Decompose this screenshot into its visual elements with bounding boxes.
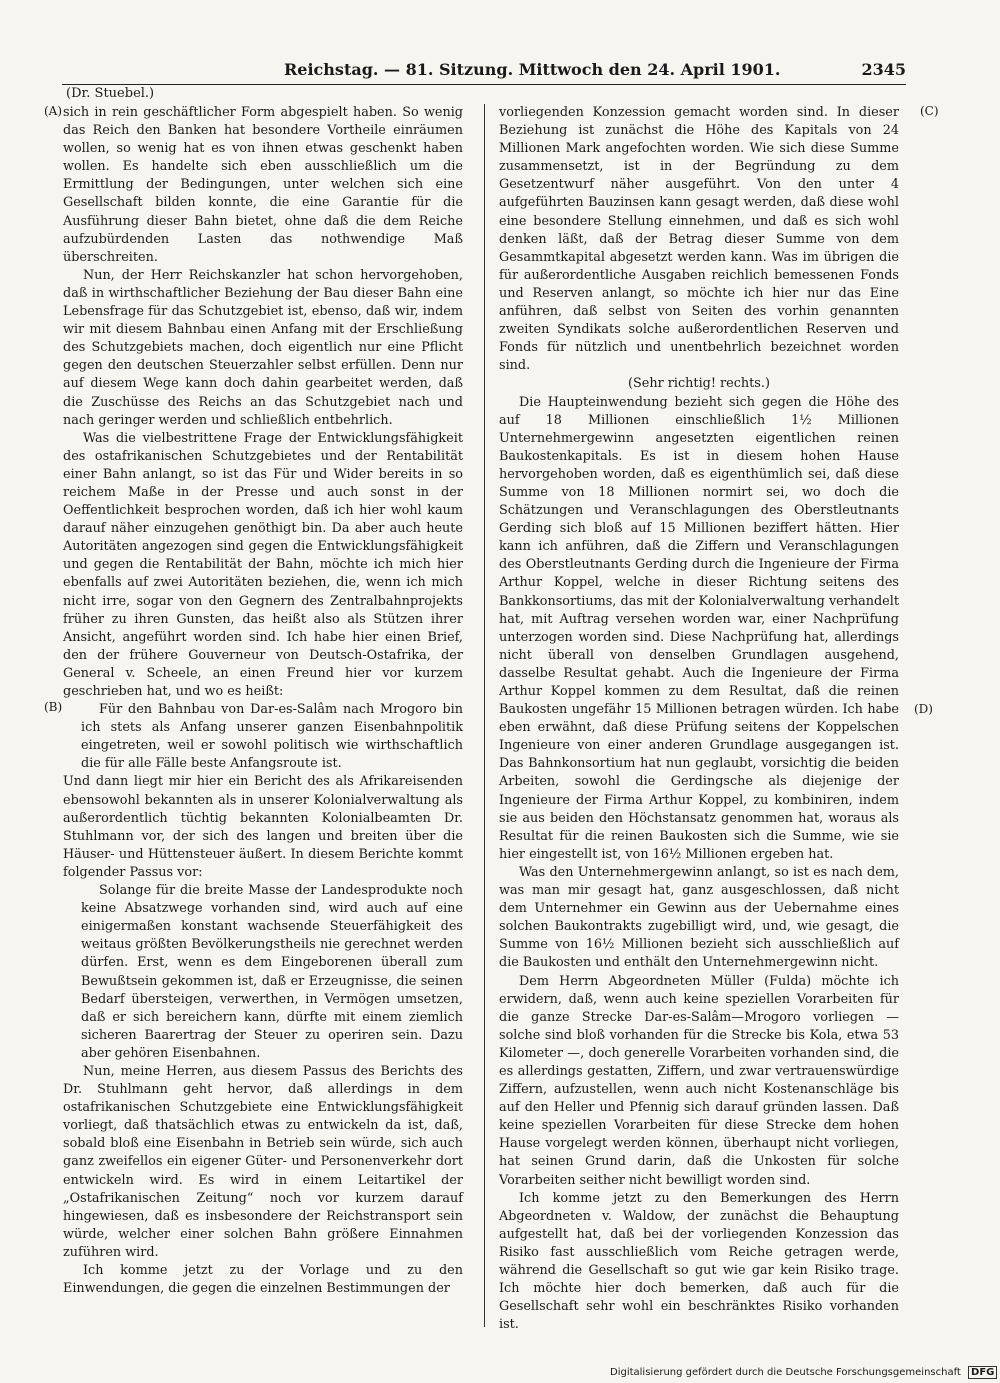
paragraph: Dem Herrn Abgeordneten Müller (Fulda) möchte ich erwidern, daß, wenn auch keine speziellen Vorarbeiten für die ganze Strecke Dar-es-Salâm—Mrogoro vorliegen — solche sind bloß vorhanden für die Strecke bis Kola, etwa 53 Kilometer —, doch generelle Vorarbeiten vorhanden sind, die es allerdings gestatten, Ziffern, und zwar vertrauenswürdige Ziffern, aufzustellen, wenn auch nicht Kostenanschläge bis auf den Heller und Pfennig sich darauf gründen lassen. Daß keine speziellen Vorarbeiten für diese Strecke dem hohen Hause vorgelegt werden können, überhaupt nicht vorliegen, hat seinen Grund darin, daß die Unkosten für solche Vorarbeiten seither nicht bewilligt worden sind.: [499, 973, 899, 1188]
interjection: (Sehr richtig! rechts.): [628, 376, 770, 392]
page-number: 2345: [861, 60, 906, 79]
running-title: Reichstag. — 81. Sitzung. Mittwoch den 24. April 1901.: [284, 60, 781, 79]
dfg-logo: DFG: [968, 1366, 997, 1379]
block-quote: Für den Bahnbau von Dar-es-Salâm nach Mrogoro bin ich stets als Anfang unserer ganzen Eisenbahnpolitik eingetreten, weil er sowohl politisch wie wirthschaftlich die für alle Fälle beste Anfangsroute ist.: [81, 702, 463, 772]
right-column: [499, 104, 899, 1334]
paragraph: Was den Unternehmergewinn anlangt, so ist es nach dem, was man mir gesagt hat, ganz ausgeschlossen, daß nicht dem Unternehmer ein Gewinn aus der Uebernahme eines solchen Baukontrakts zugebilligt wird, und, wie gesagt, die Summe von 16½ Millionen bezieht sich ausschließlich auf die Baukosten und enthält den Unternehmergewinn nicht.: [499, 864, 899, 971]
paragraph: Die Haupteinwendung bezieht sich gegen die Höhe des auf 18 Millionen einschließlich 1½ Millionen Unternehmergewinn angesetzten eigentlichen reinen Baukostenkapitals. Es ist in diesem hohen Hause hervorgehoben worden, daß es eigenthümlich sei, daß diese Summe von 18 Millionen normirt sei, wo doch die Schätzungen und Veranschlagungen des Oberstleutnants Gerding sich bloß auf 15 Millionen beziffert hätten. Hier kann ich anführen, daß die Ziffern und Veranschlagungen des Oberstleutnants Gerding durch die Ingenieure der Firma Arthur Koppel, welche in dieser Richtung seitens des Bankkonsortiums, das mit der Kolonialverwaltung verhandelt hat, mit Auftrag versehen worden war, einer Nachprüfung unterzogen worden sind. Diese Nachprüfung hat, allerdings nicht überall von denselben Grundlagen ausgehend, dasselbe Resultat gehabt. Auch die Ingenieure der Firma Arthur Koppel kommen zu dem Resultat, daß die reinen Baukosten ungefähr 15 Millionen betragen würden. Ich habe eben erwähnt, daß diese Prüfung seitens der Koppelschen Ingenieure von einer anderen Grundlage ausgegangen ist. Das Bahnkonsortium hat nun geglaubt, vorsichtig die beiden Arbeiten, sowohl die Gerdingsche als diejenige der Ingenieure der Firma Arthur Koppel, zu kombiniren, indem sie aus beiden den Höchstansatz genommen hat, woraus als Resultat für die reinen Baukosten sich die Summe, wie sie hier eingestellt ist, von 16½ Millionen ergeben hat.: [499, 394, 899, 862]
paragraph: Ich komme jetzt zu den Bemerkungen des Herrn Abgeordneten v. Waldow, der zunächst die Behauptung aufgestellt hat, daß bei der vorliegenden Konzession das Risiko fast ausschließlich vom Reiche getragen werde, während die Gesellschaft so gut wie gar kein Risiko trage. Ich möchte hier doch bemerken, daß auch für die Gesellschaft sehr wohl ein beschränktes Risiko vorhanden ist.: [499, 1190, 899, 1333]
left-column: [63, 104, 463, 1298]
margin-marker-c: (C): [920, 104, 939, 118]
speaker-label: (Dr. Stuebel.): [66, 86, 155, 101]
paragraph: Nun, meine Herren, aus diesem Passus des Berichts des Dr. Stuhlmann geht hervor, daß allerdings in dem ostafrikanischen Schutzgebiete eine Entwicklungsfähigkeit vorliegt, daß thatsächlich etwas zu entwickeln da ist, daß, sobald bloß eine Eisenbahn in Betrieb sein würde, sich auch ganz zweifellos ein eigener Güter- und Personenverkehr dort entwickeln wird. Es wird in einem Leitartikel der „Ostafrikanischen Zeitung“ noch vor kurzem darauf hingewiesen, daß es insbesondere der Reichstransport sein würde, welcher einer solchen Bahn größere Einnahmen zuführen wird.: [63, 1063, 463, 1260]
digitization-credit: [610, 1367, 997, 1378]
paragraph: vorliegenden Konzession gemacht worden sind. In dieser Beziehung ist zunächst die Höhe des Kapitals von 24 Millionen Mark angefochten worden. Wie sich diese Summe zusammensetzt, ist in der Begründung zu dem Gesetzentwurf näher ausgeführt. Von den unter 4 aufgeführten Bauzinsen kann gesagt werden, daß diese wohl eine besondere Stellung einnehmen, und daß es sich wohl denken läßt, daß der Betrag dieser Summe von dem Gesammtkapital abgesetzt werden kann. Was im übrigen die für außerordentliche Ausgaben reichlich bemessenen Fonds und Reserven anlangt, so möchte ich hier nur das Eine anführen, daß selbst von Seiten des vorhin genannten zweiten Syndikats solche außerordentlichen Reserven und Fonds für nützlich und unentbehrlich bezeichnet worden sind.: [499, 105, 899, 374]
header-rule: [62, 84, 906, 85]
paragraph: Was die vielbestrittene Frage der Entwicklungsfähigkeit des ostafrikanischen Schutzgebietes und der Rentabilität einer Bahn anlangt, so ist das Für und Wider bereits in so reichem Maße in der Presse und auch sonst in der Oeffentlichkeit besprochen worden, daß ich hier wohl kaum darauf näher einzugehen genöthigt bin. Da aber auch heute Autoritäten angezogen sind gegen die Entwicklungsfähigkeit und gegen die Rentabilität der Bahn, möchte ich mich hier ebenfalls auf zwei Autoritäten beziehen, die, wenn ich mich nicht irre, sogar von den Gegnern des Zentralbahnprojekts früher zu ihren Gunsten, das heißt also als Stützen ihrer Ansicht, angeführt worden sind. Ich habe hier einen Brief, den der frühere Gouverneur von Deutsch-Ostafrika, der General v. Scheele, an einen Freund hier vor kurzem geschrieben hat, und wo es heißt:: [63, 430, 463, 699]
column-divider: [484, 104, 485, 1327]
paragraph: Und dann liegt mir hier ein Bericht des als Afrikareisenden ebensowohl bekannten als in unserer Kolonialverwaltung als außerordentlich tüchtig bekannten Kolonialbeamten Dr. Stuhlmann vor, der sich des langen und breiten über die Häuser- und Hüttensteuer äußert. In diesem Berichte kommt folgender Passus vor:: [63, 774, 463, 880]
page-header: [62, 60, 906, 84]
paragraph: Nun, der Herr Reichskanzler hat schon hervorgehoben, daß in wirthschaftlicher Beziehung der Bau dieser Bahn eine Lebensfrage für das Schutzgebiet ist, ebenso, daß wir, indem wir mit diesem Bahnbau einen Anfang mit der Erschließung des Schutzgebiets machen, doch eigentlich nur eine Pflicht gegen den deutschen Steuerzahler selbst erfüllen. Denn nur auf diesem Wege kann doch dahin gearbeitet werden, daß die Zuschüsse des Reichs an das Schutzgebiet nach und nach geringer werden und schließlich entbehrlich.: [63, 267, 463, 428]
paragraph: Ich komme jetzt zu der Vorlage und zu den Einwendungen, die gegen die einzelnen Bestimmungen der: [63, 1263, 463, 1297]
credit-text: Digitalisierung gefördert durch die Deutsche Forschungsgemeinschaft: [610, 1367, 961, 1378]
margin-marker-d: (D): [914, 702, 933, 716]
paragraph: sich in rein geschäftlicher Form abgespielt haben. So wenig das Reich den Banken hat besondere Vortheile einräumen wollen, so wenig hat es von ihnen etwas geschenkt haben wollen. Es handelte sich eben ausschließlich um die Ermittlung der Bedingungen, unter welchen sich eine Gesellschaft bilden konnte, die eine Garantie für die Ausführung dieser Bahn bietet, ohne daß die dem Reiche aufzubürdenden Lasten das nothwendige Maß überschreiten.: [63, 105, 463, 265]
block-quote: Solange für die breite Masse der Landesprodukte noch keine Absatzwege vorhanden sind, wird auch auf eine einigermaßen konstant wachsende Steuerfähigkeit des weitaus größten Bevölkerungstheils nie gerechnet werden dürfen. Erst, wenn es dem Eingeborenen überall zum Bewußtsein gekommen ist, daß er Erzeugnisse, die seinen Bedarf übersteigen, verwerthen, in Vermögen umsetzen, daß er sich bereichern kann, dürfte mit einem ziemlich sicheren Baarertrag der Steuer zu operiren sein. Dazu aber gehören Eisenbahnen.: [81, 883, 463, 1061]
margin-marker-a: (A): [44, 104, 63, 118]
margin-marker-b: (B): [44, 700, 63, 714]
